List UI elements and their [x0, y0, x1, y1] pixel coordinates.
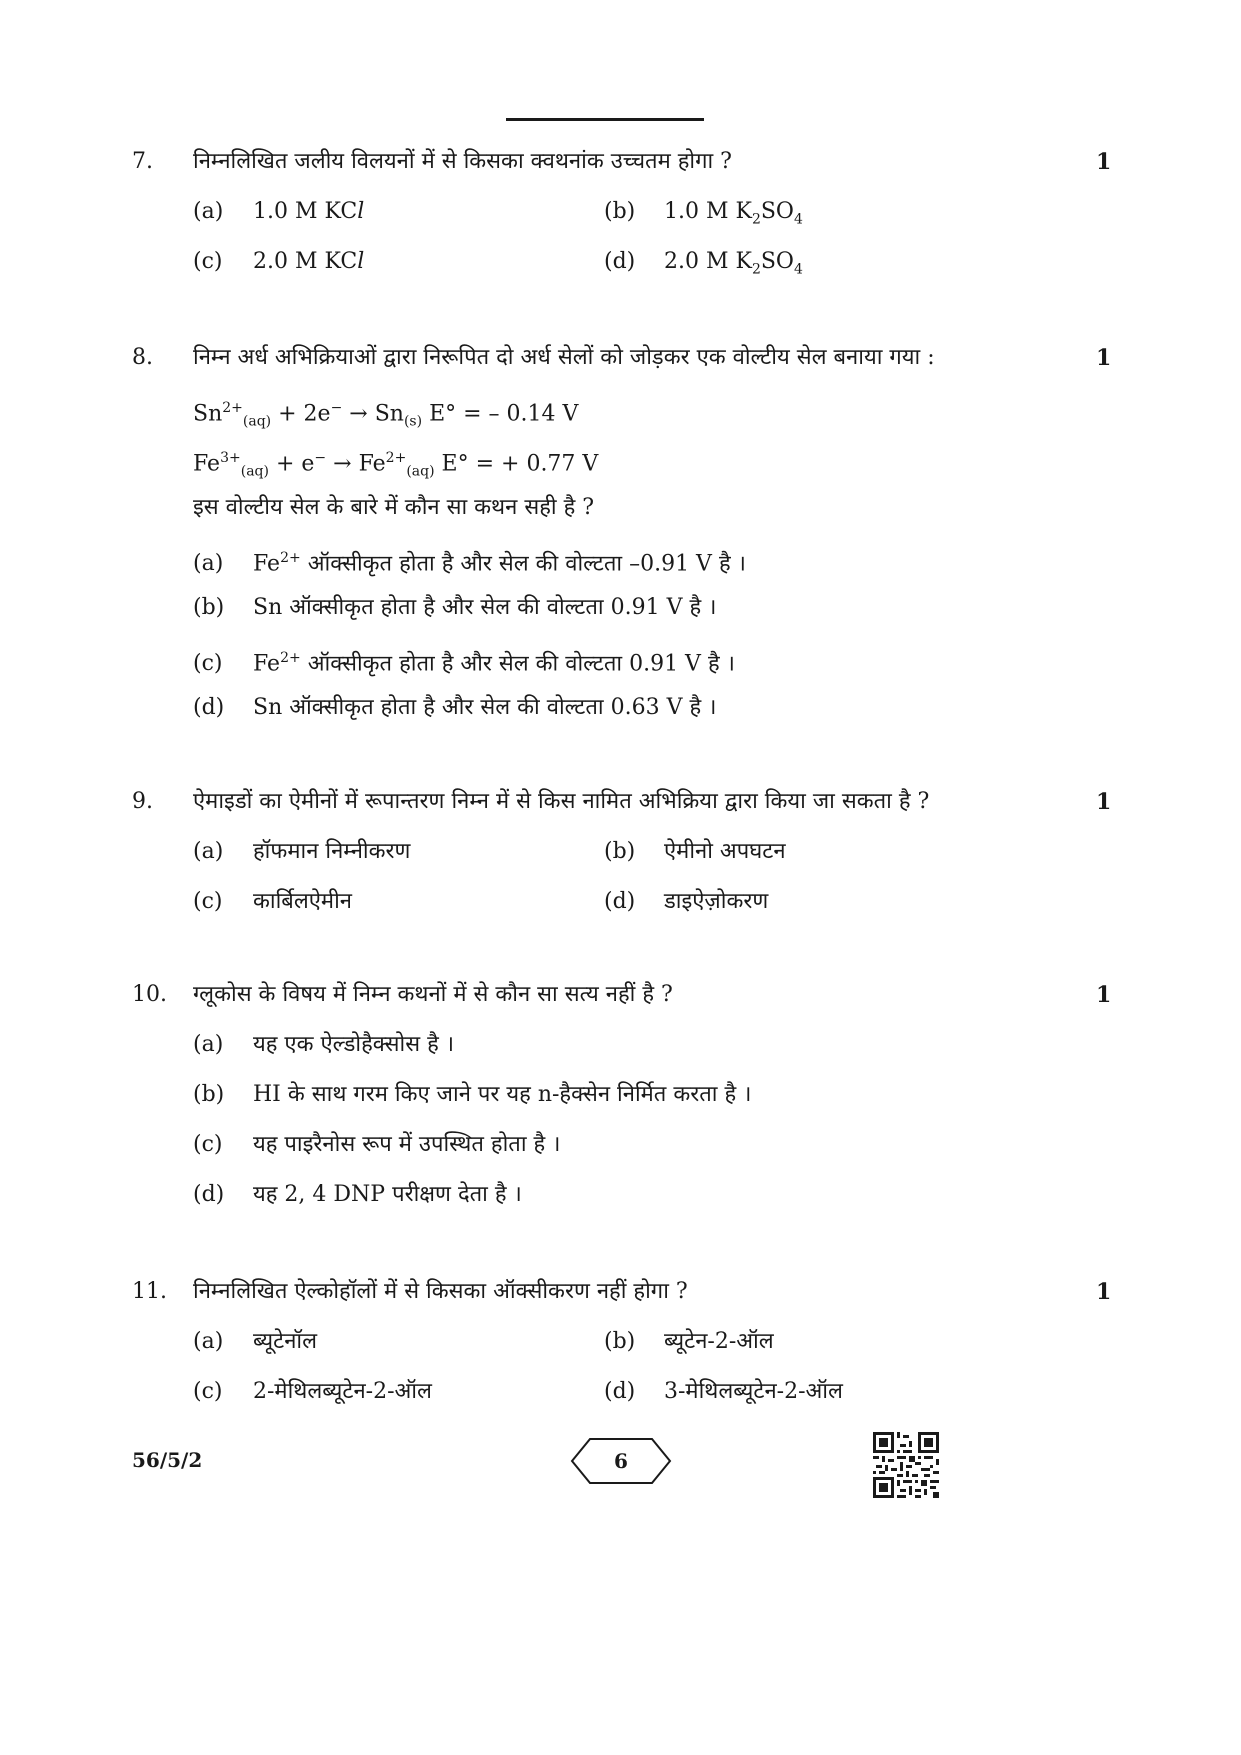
- option-d: (d) यह 2, 4 DNP परीक्षण देता है ।: [193, 1182, 522, 1207]
- option-c: (c) कार्बिलऐमीन: [193, 889, 353, 914]
- option-d: (d) 2.0 M $K_2SO_4$: [604, 249, 803, 278]
- option-b: (b) Sn ऑक्सीकृत होता है और सेल की वोल्टता 0.91 V है ।: [193, 595, 717, 620]
- question-text: ग्लूकोस के विषय में निम्न कथनों में से कौन सा सत्य नहीं है ?: [193, 982, 673, 1007]
- question-subtext: इस वोल्टीय सेल के बारे में कौन सा कथन सही है ?: [193, 495, 595, 520]
- question-marks: 1: [1096, 789, 1112, 815]
- option-d: (d) डाइऐज़ोकरण: [604, 889, 769, 914]
- option-b: (b) HI के साथ गरम किए जाने पर यह n-हैक्सेन निर्मित करता है ।: [193, 1082, 752, 1107]
- option-d: (d) 3-मेथिलब्यूटेन-2-ऑल: [604, 1379, 843, 1404]
- question-number: 7.: [132, 149, 153, 174]
- question-number: 10.: [132, 982, 167, 1007]
- paper-code: 56/5/2: [132, 1448, 203, 1472]
- option-c: (c) $Fe^{2+}$ ऑक्सीकृत होता है और सेल की वोल्टता 0.91 V है ।: [193, 650, 735, 677]
- question-10: [0, 970, 1241, 1220]
- question-text: निम्न अर्ध अभिक्रियाओं द्वारा निरूपित दो अर्ध सेलों को जोड़कर एक वोल्टीय सेल बनाया गया :: [193, 345, 935, 370]
- option-c: (c) यह पाइरैनोस रूप में उपस्थित होता है ।: [193, 1132, 561, 1157]
- question-11: [0, 1267, 1241, 1417]
- option-a: (a) $Fe^{2+}$ ऑक्सीकृत होता है और सेल की वोल्टता –0.91 V है ।: [193, 550, 746, 577]
- question-number: 11.: [132, 1279, 167, 1304]
- option-a: (a) 1.0 M KCl: [193, 199, 365, 224]
- question-text: निम्नलिखित जलीय विलयनों में से किसका क्वथनांक उच्चतम होगा ?: [193, 149, 732, 174]
- qr-code-icon: [873, 1432, 939, 1498]
- question-9: [0, 777, 1241, 927]
- page-number: 6: [614, 1449, 628, 1473]
- question-number: 8.: [132, 345, 153, 370]
- question-8: [0, 333, 1241, 733]
- question-number: 9.: [132, 789, 153, 814]
- question-marks: 1: [1096, 1279, 1112, 1305]
- question-marks: 1: [1096, 149, 1112, 175]
- option-b: (b) ऐमीनो अपघटन: [604, 839, 786, 864]
- option-c: (c) 2-मेथिलब्यूटेन-2-ऑल: [193, 1379, 432, 1404]
- option-c: (c) 2.0 M KCl: [193, 249, 365, 274]
- option-a: (a) हॉफमान निम्नीकरण: [193, 839, 411, 864]
- option-b: (b) 1.0 M $K_2SO_4$: [604, 199, 803, 228]
- question-7: [0, 137, 1241, 287]
- question-marks: 1: [1096, 345, 1112, 371]
- question-text: निम्नलिखित ऐल्कोहॉलों में से किसका ऑक्सीकरण नहीं होगा ?: [193, 1279, 688, 1304]
- question-text: ऐमाइडों का ऐमीनों में रूपान्तरण निम्न में से किस नामित अभिक्रिया द्वारा किया जा सकता है ?: [193, 789, 930, 814]
- page-number-badge: [570, 1437, 672, 1485]
- option-d: (d) Sn ऑक्सीकृत होता है और सेल की वोल्टता 0.63 V है ।: [193, 695, 717, 720]
- top-rule: [506, 118, 704, 121]
- half-reaction-1: $Sn^{2+}_{(aq)} + 2e^- \to Sn_{(s)}$ E° = – 0.14 V: [193, 400, 579, 430]
- option-a: (a) ब्यूटेनॉल: [193, 1329, 318, 1354]
- question-marks: 1: [1096, 982, 1112, 1008]
- half-reaction-2: $Fe^{3+}_{(aq)} + e^- \to Fe^{2+}_{(aq)}$ E° = + 0.77 V: [193, 450, 599, 480]
- option-a: (a) यह एक ऐल्डोहैक्सोस है ।: [193, 1032, 455, 1057]
- option-b: (b) ब्यूटेन-2-ऑल: [604, 1329, 774, 1354]
